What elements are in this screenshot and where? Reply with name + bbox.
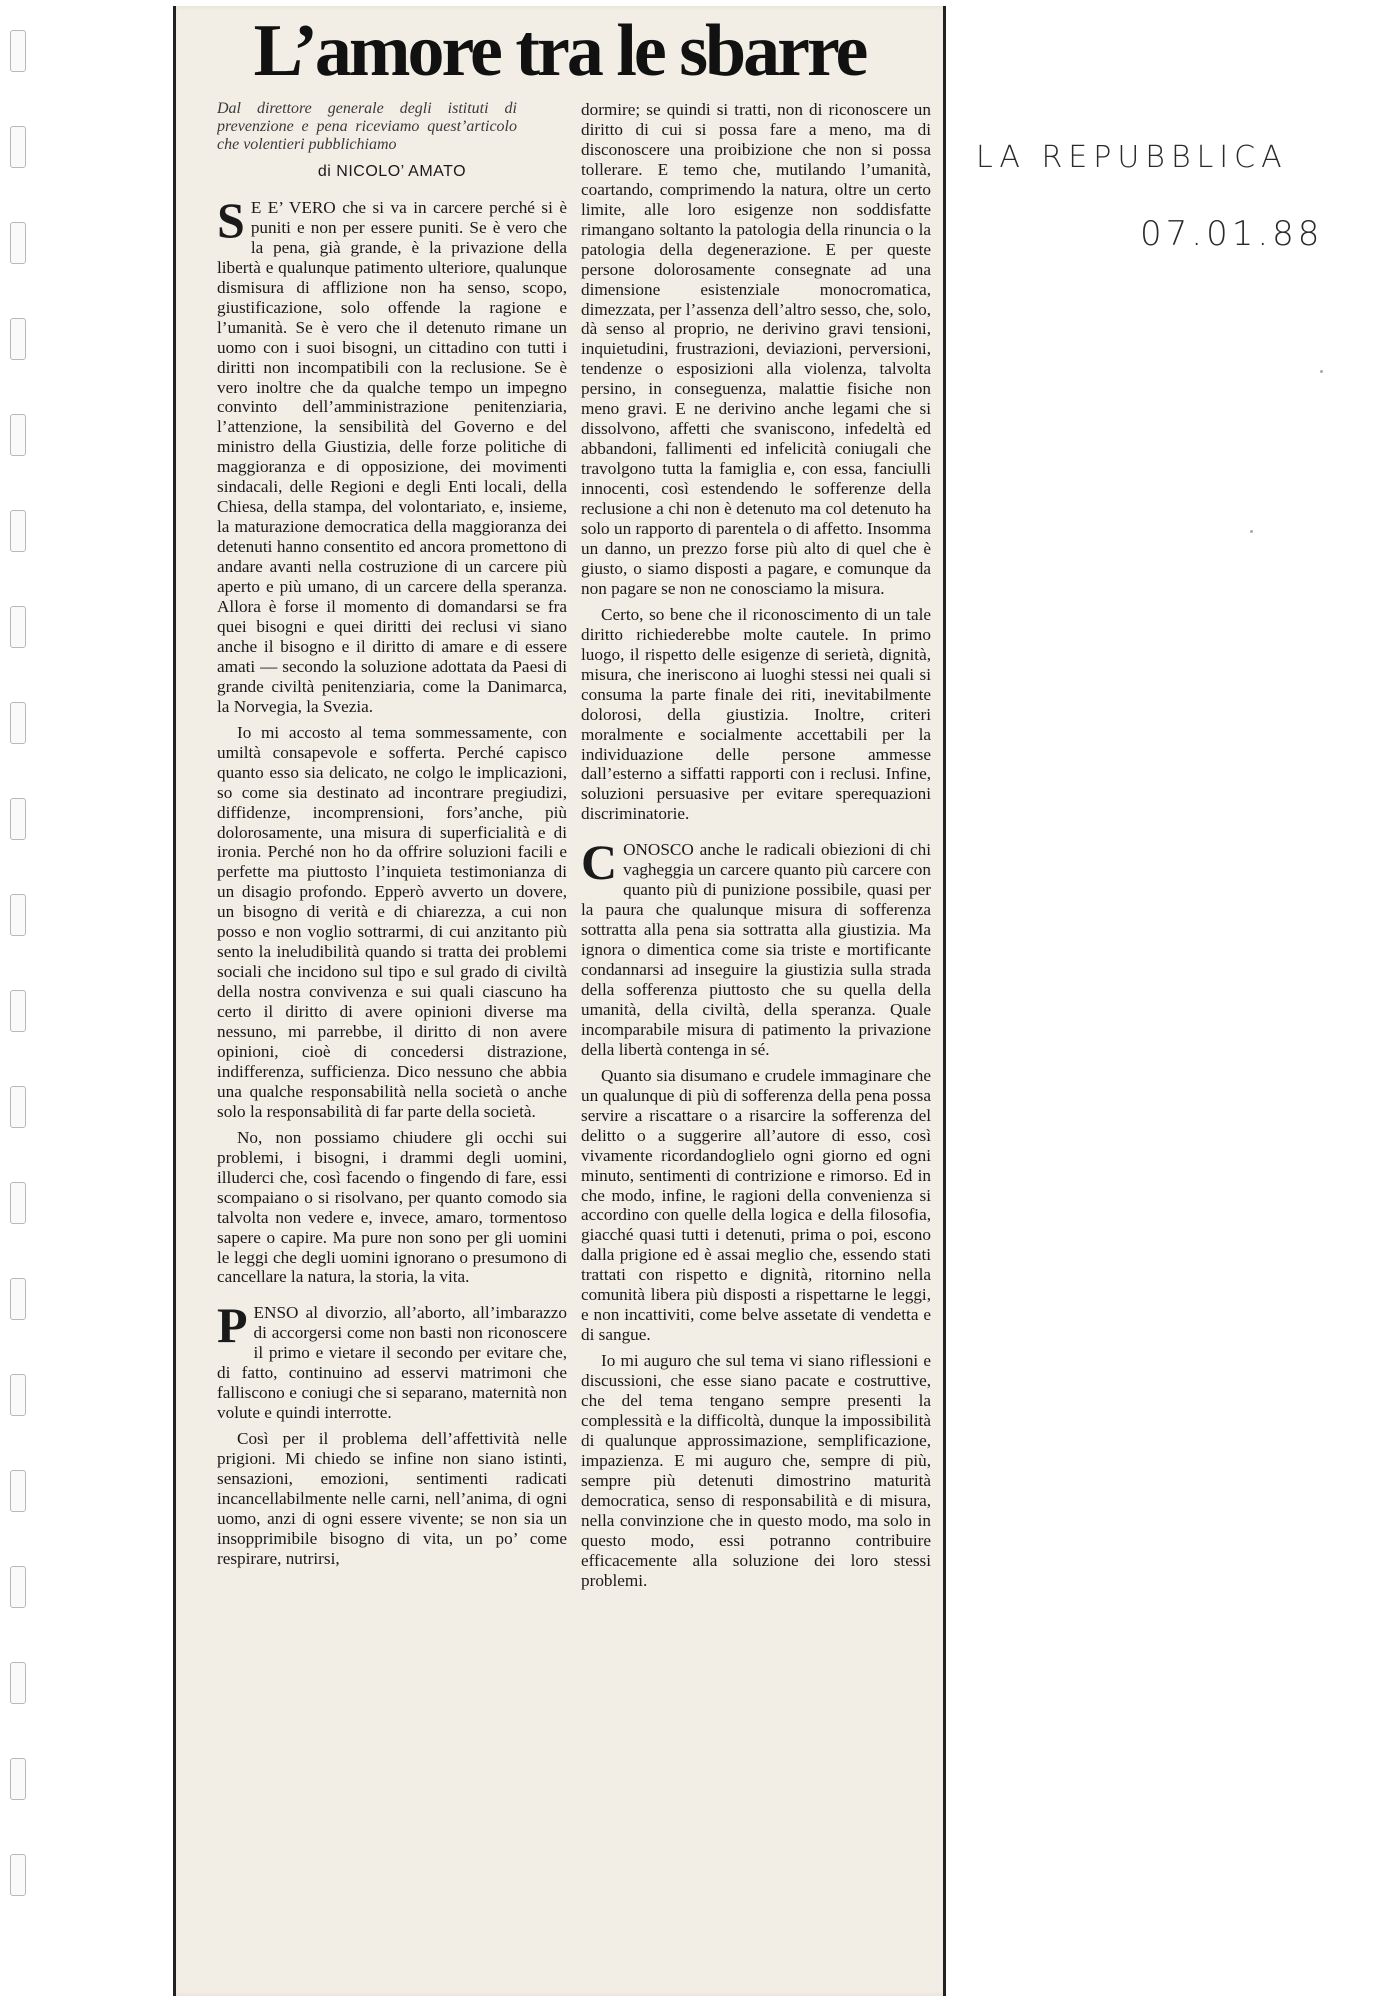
newspaper-clipping — [173, 6, 946, 1996]
paragraph-text: Io mi auguro che sul tema vi siano riflessioni e discussioni, che esse siano pacate e costruttive, che del tema tengano sempre presenti la complessità e la difficoltà, dunque la impossibilità di qualunque approssimazione, semplificazione, impazienza. E mi auguro che, sempre di più, sempre più detenuti dimostrino maturità democratica, senso di responsabilità e di misura, nella convinzione che in questo modo, ma solo in questo modo, essi potranno contribuire efficacemente alla soluzione dei loro stessi problemi. — [581, 1351, 931, 1590]
binder-hole — [10, 1854, 26, 1896]
article-intro: Dal direttore generale degli istituti di prevenzione e pena riceviamo quest’articolo che volentieri pubblichiamo — [217, 100, 517, 153]
binder-hole — [10, 894, 26, 936]
paper-speck — [1320, 370, 1323, 373]
binder-hole — [10, 510, 26, 552]
drop-cap: P — [217, 1297, 248, 1354]
drop-cap: S — [217, 191, 245, 248]
binder-hole — [10, 1758, 26, 1800]
binder-hole — [10, 222, 26, 264]
paragraph-text: ONOSCO anche le radicali obiezioni di chi vagheggia un carcere quanto più carcere con quanto più di punizione possibile, quasi per la paura che qualunque misura di sofferenza sottratta alla pena sia sottratta alla giustizia. Ma ignora o dimentica come sia triste e mortificante condannarsi ad inseguire la giustizia sulla strada della sofferenza piuttosto che su quella della umanità, della civiltà, della speranza. Quale incomparabile misura di patimento la privazione della libertà contenga in sé. — [581, 840, 931, 1059]
column-rule-right — [943, 6, 946, 1996]
binder-hole — [10, 1566, 26, 1608]
binder-hole — [10, 1374, 26, 1416]
paper-speck — [1250, 530, 1253, 533]
paragraph-text: ENSO al divorzio, all’aborto, all’imbarazzo di accorgersi come non basti non riconoscere il primo e vietare il secondo per evitare che, di fatto, continuino ad esservi matrimoni che falliscono e coniugi che si separano, maternità non volute e quindi interrotte. — [217, 1303, 567, 1423]
binder-hole — [10, 414, 26, 456]
left-column-body — [217, 191, 567, 1569]
article-paragraph — [581, 1351, 931, 1590]
article-paragraph — [217, 1429, 567, 1569]
article-paragraph — [581, 1066, 931, 1345]
binder-hole — [10, 1086, 26, 1128]
paragraph-text: Certo, so bene che il riconoscimento di un tale diritto richiederebbe molte cautele. In primo luogo, il rispetto delle esigenze di serietà, dignità, misura, che ineriscono ai luoghi stessi nei quali si consuma la parte finale dei riti, inevitabilmente dolorosi, della giustizia. Inoltre, criteri moralmente e socialmente accettabili per la individuazione delle persone ammesse dall’esterno a siffatti rapporti con i reclusi. Infine, soluzioni persuasive per evitare sperequazioni discriminatorie. — [581, 604, 931, 824]
article-paragraph — [581, 100, 931, 599]
article-byline: di NICOLO’ AMATO — [317, 163, 467, 180]
handwritten-source-note: LA REPUBBLICA — [976, 140, 1288, 175]
paragraph-text: No, non possiamo chiudere gli occhi sui problemi, i bisogni, i drammi degli uomini, illuderci che, così facendo o fingendo di fare, essi scompaiano o si risolvano, per quanto comodo sia talvolta non vedere e, invece, amaro, tormentoso sapere o capire. Ma pure non sono per gli uomini le leggi che degli uomini ignorano o presumono di cancellare la natura, la storia, la vita. — [217, 1127, 567, 1287]
paragraph-text: dormire; se quindi si tratti, non di riconoscere un diritto di cui si possa fare a meno, ma di disconoscere una proibizione che non si possa tollerare. E temo che, mutilando l’umanità, coartando, comprimendo la natura, oltre un certo limite, alle loro esigenze non soddisfatte rimangano soltanto la patologia della rinuncia o la patologia della degenerazione. E per queste persone dolorosamente consegnate ad una dimensione esistenziale monocromatica, dimezzata, per l’assenza dell’altro sesso, che, solo, dà senso al proprio, ne derivino gravi tensioni, inquietudini, frustrazioni, deviazioni, perversioni, tendenze o esposizioni alla violenza, talvolta persino, in conseguenza, malattie fisiche non meno gravi. E ne derivino anche legami che si dissolvono, affetti che svaniscono, infedeltà ed abbandoni, fallimenti ed infelicità coniugali che travolgono tutta la famiglia e, con essa, fanciulli innocenti, così estendendo le sofferenze della reclusione a chi non è detenuto ma col detenuto ha solo un rapporto di parentela o di affetto. Insomma un danno, un prezzo forse più alto di quel che è giusto, o siamo disposti a pagare, e comunque da non pagare se non ne conosciamo la misura. — [581, 100, 931, 598]
binder-hole — [10, 702, 26, 744]
binder-hole — [10, 1182, 26, 1224]
binder-hole — [10, 1470, 26, 1512]
right-column-body — [581, 100, 931, 1591]
column-rule-left — [173, 6, 176, 1996]
binder-hole — [10, 990, 26, 1032]
article-paragraph — [217, 1297, 567, 1423]
handwritten-date-note: 07.01.88 — [1140, 214, 1324, 254]
binder-hole — [10, 126, 26, 168]
binder-hole — [10, 606, 26, 648]
article-column-right — [581, 100, 931, 1990]
paragraph-text: Quanto sia disumano e crudele immaginare che un qualunque di più di sofferenza della pena possa servire a riscattare o a risarcire la sofferenza del delitto o a suggerire all’autore di esso, così vivamente ricordandoglielo ogni giorno ed ogni minuto, sentimenti di contrizione e rimorso. Ed in che modo, infine, le ragioni della convenienza si accordino con quelle della logica e della filosofia, giacché quasi tutti i detenuti, prima o poi, escono dalla prigione ed è assai meglio che, essendo stati trattati con rispetto e dignità, ritornino nella comunità libera più disposti a rispettarne le leggi, e non incattiviti, come belve assetate di vendetta e di sangue. — [581, 1065, 931, 1345]
paragraph-text: E E’ VERO che si va in carcere perché si è puniti e non per essere puniti. Se è vero che la pena, già grande, è la privazione della libertà e qualunque patimento ulteriore, qualunque dismisura di afflizione non ha senso, scopo, giustificazione, solo offende la ragione e l’umanità. Se è vero che il detenuto rimane un uomo con i suoi bisogni, un cittadino con tutti i diritti non incompatibili con la reclusione. Se è vero inoltre che da qualche tempo un impegno convinto dell’amministrazione penitenziaria, l’attenzione, la sensibilità del Governo e del ministro della Giustizia, delle forze politiche di maggioranza e di opposizione, dei movimenti sindacali, delle Regioni e degli Enti locali, della Chiesa, della stampa, del volontariato, e, insieme, la maturazione democratica della maggioranza dei detenuti hanno consentito ed ancora promettono di andare avanti nella costruzione di un carcere più aperto e più umano, di un carcere della speranza. Allora è forse il momento di domandarsi se fra quei bisogni e quei diritti dei reclusi vi siano anche il bisogno e il diritto di amare e di essere amati — secondo la soluzione adottata da Paesi di grande civiltà penitenziaria, come la Danimarca, la Norvegia, la Svezia. — [217, 197, 567, 716]
article-paragraph — [581, 834, 931, 1059]
article-paragraph — [217, 1128, 567, 1288]
article-headline: L’amore tra le sbarre — [253, 10, 866, 92]
binder-hole — [10, 30, 26, 72]
binder-hole — [10, 1662, 26, 1704]
article-paragraph — [581, 605, 931, 824]
article-column-left — [217, 100, 567, 1990]
paragraph-text: Così per il problema dell’affettività nelle prigioni. Mi chiedo se infine non siano istinti, sensazioni, emozioni, sentimenti radicati incancellabilmente nelle carni, nell’anima, di ogni uomo, anzi di ogni essere vivente; se non sia un insopprimibile bisogno di vita, un po’ come respirare, nutrirsi, — [217, 1429, 567, 1568]
article-paragraph — [217, 191, 567, 717]
binder-hole — [10, 318, 26, 360]
binder-hole — [10, 798, 26, 840]
article-paragraph — [217, 723, 567, 1122]
drop-cap: C — [581, 834, 618, 891]
binder-holes — [6, 30, 32, 1950]
binder-hole — [10, 1278, 26, 1320]
paragraph-text: Io mi accosto al tema sommessamente, con umiltà consapevole e sofferta. Perché capisco quanto esso sia delicato, ne colgo le implicazioni, so come sia destinato ad incontrare pregiudizi, diffidenze, incomprensioni, fors’anche, più dolorosamente, una misura di superficialità e di ironia. Perché non ho da offrire soluzioni facili e perfette ma piuttosto l’inquieta testimonianza di un disagio profondo. Epperò avverto un dovere, un bisogno di verità e di chiarezza, a cui non posso e non voglio sottrarmi, di cui anzitanto più sento la ineludibilità quando si tratta dei problemi sociali che incidono sul tipo e sul grado di civiltà della nostra convivenza e sui quali ciascuno ha certo il diritto di avere opinioni diverse ma nessuno, mi parrebbe, il diritto di non avere opinioni, cioè di concedersi distrazione, indifferenza, sufficienza. Dico nessuno che abbia una qualche responsabilità nella società o anche solo la responsabilità di far parte della società. — [217, 722, 567, 1121]
